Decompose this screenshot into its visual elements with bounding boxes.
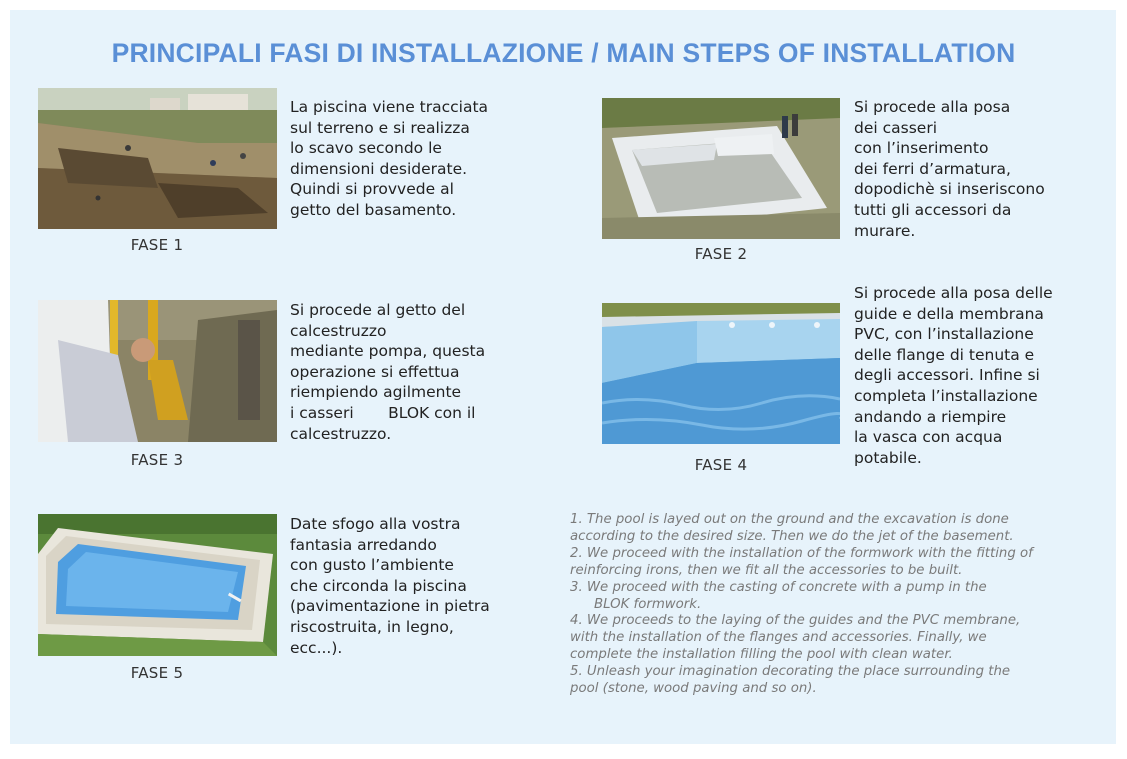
formwork-installation-photo xyxy=(602,98,840,239)
step-5-line: Date sfogo alla vostra xyxy=(290,515,461,533)
finished-pool-garden-photo xyxy=(38,514,277,656)
step-3-line: mediante pompa, questa xyxy=(290,342,486,361)
english-line: 1. The pool is layed out on the ground and the excavation is done xyxy=(570,512,1009,527)
step-5-line: che circonda la piscina xyxy=(290,576,467,595)
step-4-line: degli accessori. Infine si xyxy=(854,366,1040,385)
step-2-line: dei ferri d’armatura, xyxy=(854,159,1011,178)
step-4-description xyxy=(854,283,1053,468)
step-1-line: getto del basamento. xyxy=(290,200,457,219)
step-3-description xyxy=(290,300,485,444)
step-4-line: guide e della membrana xyxy=(854,304,1044,323)
step-4-line: completa l’installazione xyxy=(854,386,1038,405)
english-summary xyxy=(570,512,1110,698)
english-line: reinforcing irons, then we fit all the accessories to be built. xyxy=(570,562,963,578)
step-5-caption: FASE 5 xyxy=(130,664,184,682)
step-3-line: i casseri BLOK con il xyxy=(290,403,476,422)
step-1-line: dimensioni desiderate. xyxy=(290,159,468,178)
step-4-line: Si procede alla posa delle xyxy=(854,284,1053,302)
step-2-description xyxy=(854,97,1045,241)
step-4-line: la vasca con acqua xyxy=(854,428,1003,447)
step-4-line: andando a riempire xyxy=(854,407,1007,426)
step-1-line: La piscina viene tracciata xyxy=(290,98,489,116)
step-3-line: Si procede al getto del xyxy=(290,301,466,319)
pool-membrane-filled-photo xyxy=(602,303,840,444)
step-5-line: riscostruita, in legno, xyxy=(290,617,454,636)
english-line: according to the desired size. Then we do the jet of the basement. xyxy=(570,528,1014,544)
step-2-caption: FASE 2 xyxy=(694,245,748,263)
step-4-line: delle flange di tenuta e xyxy=(854,345,1035,364)
step-3-line: calcestruzzo. xyxy=(290,424,392,443)
english-line: 4. We proceeds to the laying of the guides and the PVC membrane, xyxy=(570,613,1021,629)
english-line: BLOK formwork. xyxy=(594,596,702,612)
english-line: 2. We proceed with the installation of the formwork with the fitting of xyxy=(570,545,1033,561)
step-3-line: calcestruzzo xyxy=(290,321,387,340)
step-2-line: tutti gli accessori da xyxy=(854,200,1012,219)
step-2-line: Si procede alla posa xyxy=(854,98,1011,116)
step-3-caption: FASE 3 xyxy=(130,451,184,469)
english-line: complete the installation filling the pool with clean water. xyxy=(570,647,953,663)
step-1-line: lo scavo secondo le xyxy=(290,139,442,158)
step-4-caption: FASE 4 xyxy=(694,456,748,474)
step-5-line: ecc...). xyxy=(290,638,343,657)
step-3-line: riempiendo agilmente xyxy=(290,383,462,402)
page-title: PRINCIPALI FASI DI INSTALLAZIONE / MAIN STEPS OF INSTALLATION xyxy=(111,38,1016,68)
step-2-line: dopodichè si inseriscono xyxy=(854,180,1045,199)
excavation-site-photo xyxy=(38,88,277,229)
step-2-line: con l’inserimento xyxy=(854,139,989,158)
step-5-description xyxy=(290,514,490,658)
step-5-line: fantasia arredando xyxy=(290,535,437,554)
step-2-line: murare. xyxy=(854,221,916,240)
step-5-line: (pavimentazione in pietra xyxy=(290,597,490,616)
step-5-line: con gusto l’ambiente xyxy=(290,556,454,575)
english-line: with the installation of the flanges and accessories. Finally, we xyxy=(570,630,987,646)
step-1-line: sul terreno e si realizza xyxy=(290,118,470,137)
step-2-line: dei casseri xyxy=(854,118,937,137)
step-4-line: PVC, con l’installazione xyxy=(854,325,1034,344)
step-1-line: Quindi si provvede al xyxy=(290,180,454,199)
concrete-pumping-photo xyxy=(38,300,277,442)
english-line: 5. Unleash your imagination decorating the place surrounding the xyxy=(570,664,1011,680)
step-4-line: potabile. xyxy=(854,448,922,467)
english-line: pool (stone, wood paving and so on). xyxy=(570,681,817,697)
step-1-caption: FASE 1 xyxy=(130,236,184,254)
english-line: 3. We proceed with the casting of concrete with a pump in the xyxy=(570,579,987,595)
step-3-line: operazione si effettua xyxy=(290,362,460,381)
step-1-description xyxy=(290,97,488,221)
